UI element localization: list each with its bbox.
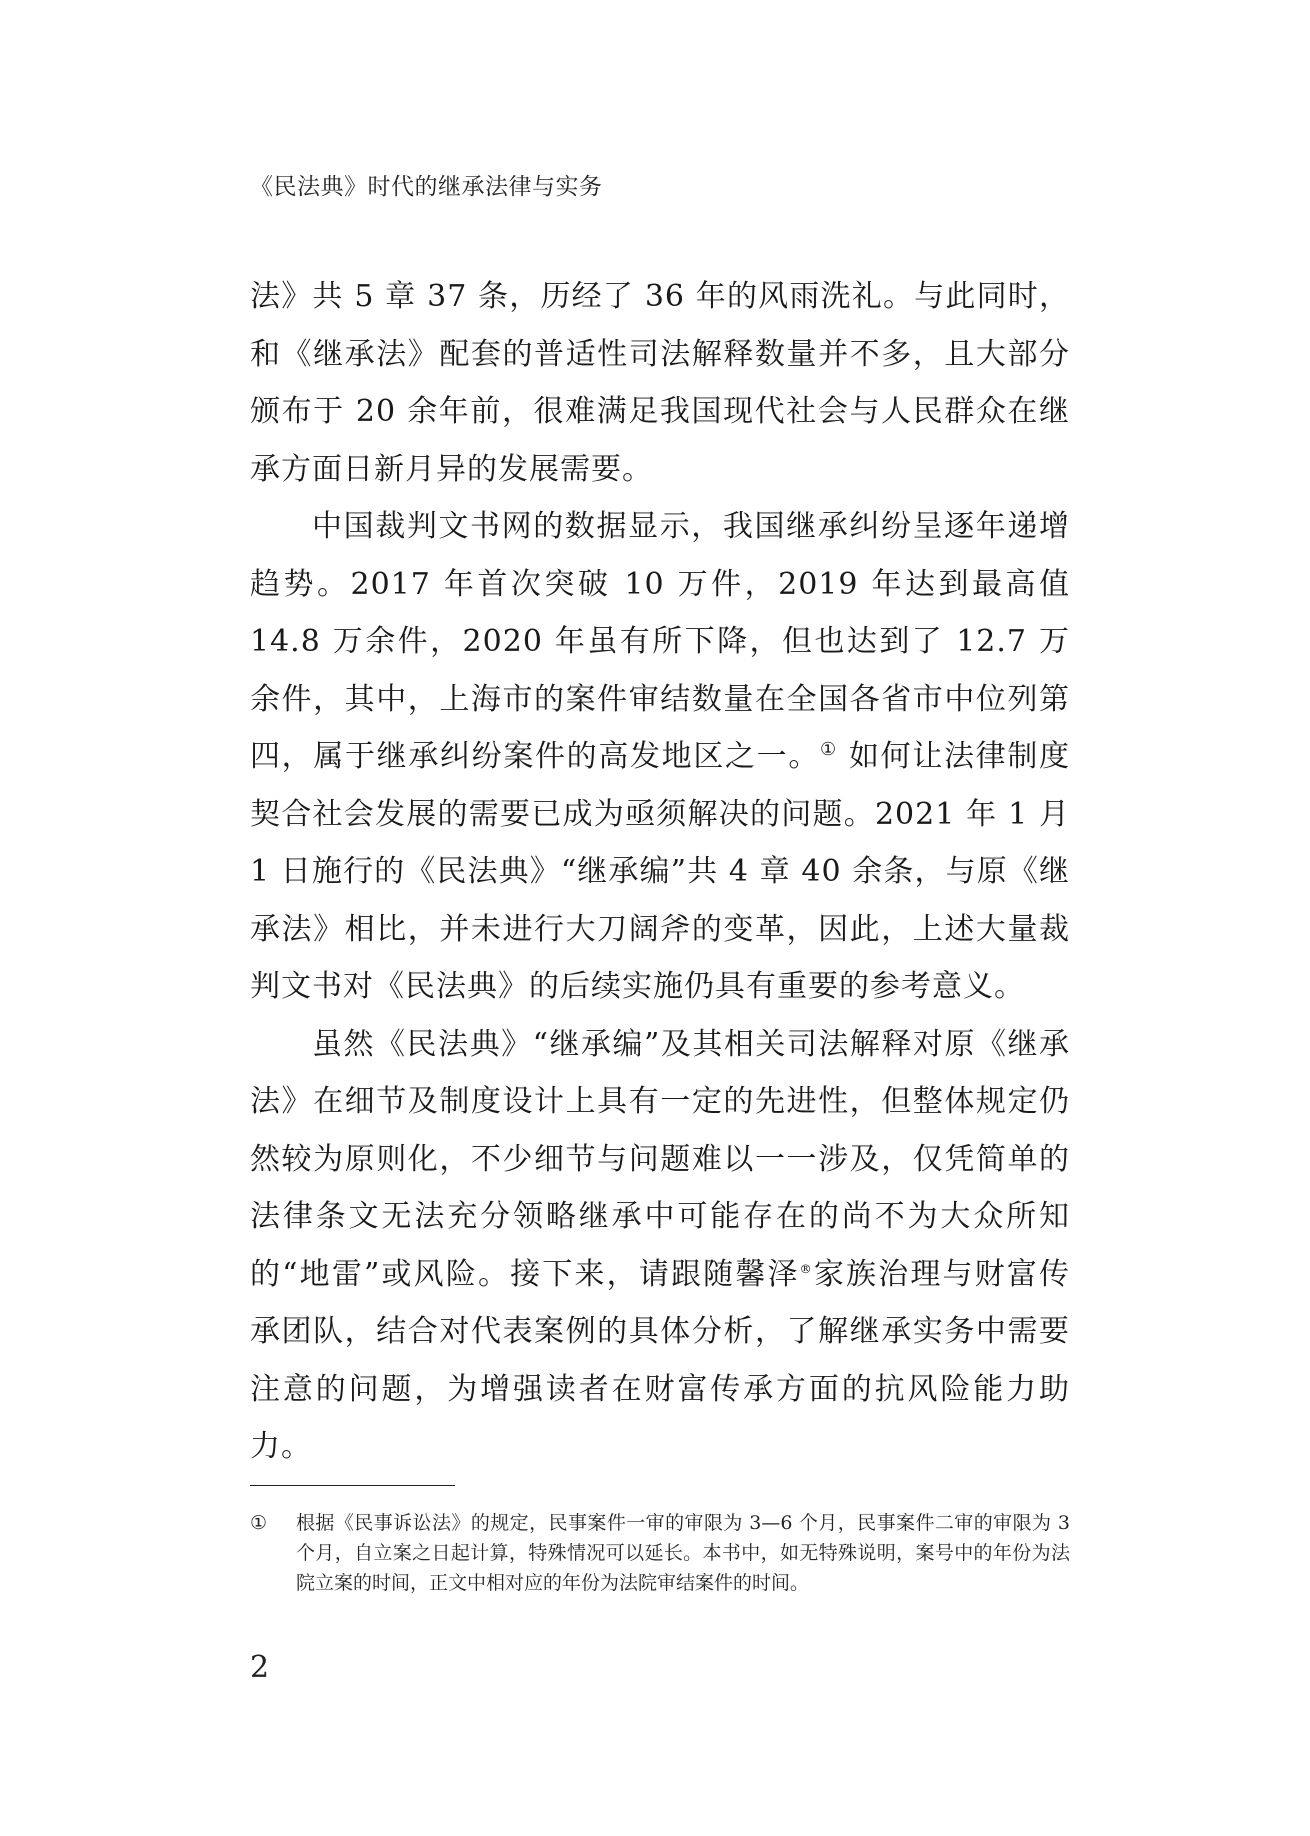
registered-mark: ® bbox=[799, 1261, 813, 1276]
page-number: 2 bbox=[250, 1650, 270, 1685]
footnote-text: 根据《民事诉讼法》的规定，民事案件一审的审限为 3—6 个月，民事案件二审的审限为 3 个月，自立案之日起计算，特殊情况可以延长。本书中，如无特殊说明，案号中的年份为法院立案的时间，正文中相对应的年份为法院审结案件的时间。 bbox=[296, 1512, 1070, 1594]
paragraph-3-text-b: 家族治理与财富传承团队，结合对代表案例的具体分析，了解继承实务中需要注意的问题，为增强读者在财富传承方面的抗风险能力助力。 bbox=[250, 1256, 1070, 1464]
footnote-divider bbox=[250, 1485, 455, 1486]
running-header: 《民法典》时代的继承法律与实务 bbox=[250, 174, 603, 200]
paragraph-3-text-a: 虽然《民法典》“继承编”及其相关司法解释对原《继承法》在细节及制度设计上具有一定的先进性，但整体规定仍然较为原则化，不少细节与问题难以一一涉及，仅凭简单的法律条文无法充分领略继承中可能存在的尚不为大众所知的“地雷”或风险。接下来，请跟随馨泽 bbox=[250, 1026, 1070, 1292]
footnote bbox=[250, 1508, 1070, 1598]
paragraph-3 bbox=[250, 1016, 1070, 1476]
footnote-reference-mark[interactable]: ① bbox=[820, 739, 838, 760]
body-text bbox=[250, 268, 1070, 1476]
paragraph-1: 法》共 5 章 37 条，历经了 36 年的风雨洗礼。与此同时，和《继承法》配套的普适性司法解释数量并不多，且大部分颁布于 20 余年前，很难满足我国现代社会与人民群众在继承方面日新月异的发展需要。 bbox=[250, 279, 1070, 487]
paragraph-2-text-b: 如何让法律制度契合社会发展的需要已成为亟须解决的问题。2021 年 1 月 1 日施行的《民法典》“继承编”共 4 章 40 余条，与原《继承法》相比，并未进行大刀阔斧的变革，因此，上述大量裁判文书对《民法典》的后续实施仍具有重要的参考意义。 bbox=[250, 739, 1071, 1004]
paragraph-2-text-a: 中国裁判文书网的数据显示，我国继承纠纷呈逐年递增趋势。2017 年首次突破 10 万件，2019 年达到最高值 14.8 万余件，2020 年虽有所下降，但也达到了 12.7 万余件，其中，上海市的案件审结数量在全国各省市中位列第四，属于继承纠纷案件的高发地区之一。 bbox=[250, 509, 1070, 774]
paragraph-2 bbox=[250, 498, 1070, 1016]
footnote-number: ① bbox=[250, 1512, 268, 1534]
